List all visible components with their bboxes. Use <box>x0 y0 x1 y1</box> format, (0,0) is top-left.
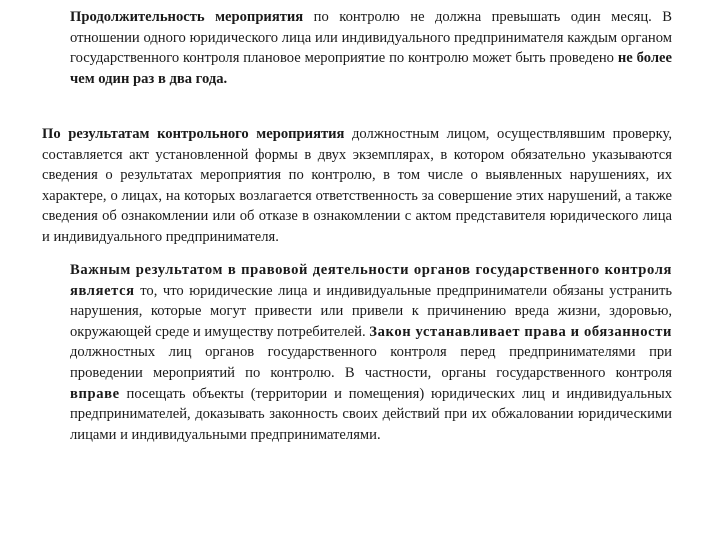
legal-activity-lead: Важным результатом в правовой деятельности органов государственного контроля является <box>70 262 672 299</box>
paragraph-duration <box>70 7 672 89</box>
results-lead: По результатам контрольного мероприятия <box>42 126 345 142</box>
legal-activity-text-a: то, что юридические лица и индивидуальные предприниматели обязаны устранить нарушения, которые могут привести или привели к причинению вреда жизни, здоровью, окружающей среде и имуществу потребителей. <box>70 282 672 340</box>
law-rights-bold: Закон устанавливает права и обязанности <box>369 323 672 340</box>
duration-text: по контролю не должна превышать один месяц. В отношении одного юридического лица или индивидуального предпринимателя каждым органом государственного контроля плановое мероприятие по контролю может быть проведено <box>70 9 672 67</box>
duration-limit: не более чем один раз в два года. <box>70 50 672 87</box>
paragraph-results <box>42 124 672 248</box>
legal-activity-text-c: посещать объекты (территории и помещения) юридических лиц и индивидуальных предпринимателей, доказывать законность своих действий при их обжаловании юридическими лицами и индивидуальными предпринимателями. <box>70 385 672 443</box>
duration-lead: Продолжительность мероприятия <box>70 9 304 25</box>
right-bold: вправе <box>70 385 120 402</box>
legal-activity-text-b: должностных лиц органов государственного контроля перед предпринимателями при проведении мероприятий по контролю. В частности, органы государственного контроля <box>70 344 672 381</box>
paragraph-legal-activity <box>70 260 672 445</box>
results-text: должностным лицом, осуществлявшим проверку, составляется акт установленной формы в двух экземплярах, в котором обязательно указываются сведения о результатах мероприятия по контролю, в том числе о выявленных нарушениях, их характере, о лицах, на которых возлагается ответственность за совершение этих нарушений, а также сведения об ознакомлении или об отказе в ознакомлении с актом представителя юридического лица и индивидуального предпринимателя. <box>42 126 672 245</box>
